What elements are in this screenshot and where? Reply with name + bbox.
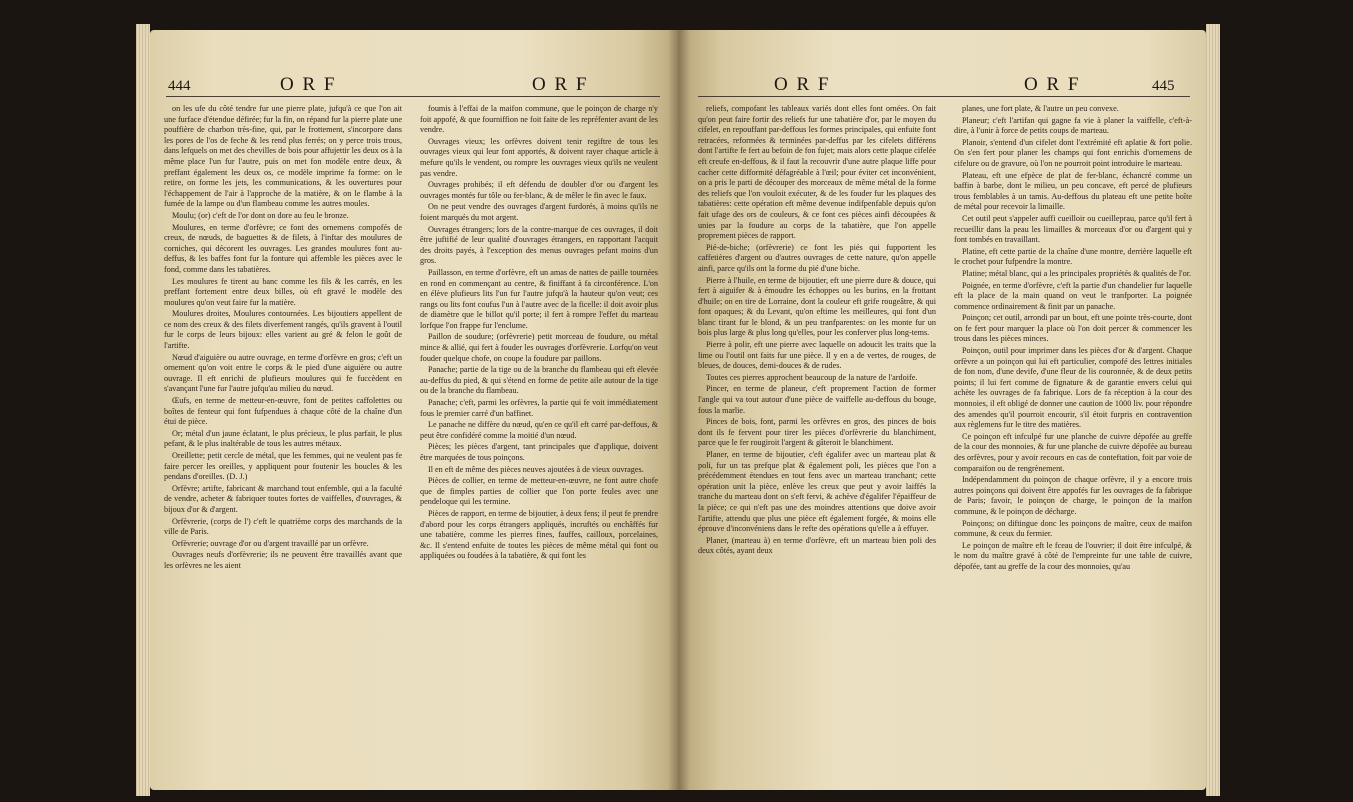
entry-paragraph: Paillon de soudure; (orfèvrerie) petit morceau de foudure, ou métal mince & allié, qui fert à fouder les ouvrages d'orfèvrerie. Lorfqu'on veut fouder quelque chofe, on coupe la foudure par paillons. [420,332,658,363]
entry-paragraph: Les moulures fe tirent au banc comme les fils & les carrés, en les preffant fortement entre deux billes, où eft gravé le modèle des moulures qu'on veut faire fur la matière. [164,276,402,307]
entry-paragraph: Poinçon; cet outil, arrondi par un bout, eft une pointe très-courte, dont on fe fert pour marquer la place où l'on doit percer & commencer les trous dans les pièces minces. [954,313,1192,344]
left-page [150,30,678,790]
entry-paragraph: Pierre à polir, eft une pierre avec laquelle on adoucit les traits que la lime ou l'outil ont faits fur une pièce. Il y en a de vertes, de rouges, de bleues, de douces, demi-douces & de rudes. [698,340,936,371]
entry-paragraph: Ce poinçon eft infculpé fur une planche de cuivre dépofée au greffe de la cour des monnoies, & fur une planche de cuivre dépofée au bureau des orfèvres, pour y avoir recours en cas de conteftation, foit par voie de comparaifon ou de rengrènement. [954,431,1192,473]
entry-paragraph: foumis à l'effai de la maifon commune, que le poinçon de charge n'y foit appofé, & que fourniffion ne foit faite de les repréfenter avant de les vendre. [420,104,658,135]
entry-paragraph: Platine; métal blanc, qui a les principales propriétés & qualités de l'or. [962,268,1192,278]
entry-paragraph: Pièces de rapport, en terme de bijoutier, à deux fens; il peut fe prendre d'abord pour les corps étrangers appliqués, incruftés ou enchâffés fur une tabatière, comme les pierres fines, fauffes, cailloux, porcelaines, &c. Il s'entend enfuite de toutes les pièces de même métal qui font ou appliquées ou foudées à la tabatière, & qui font les [420,508,658,561]
entry-paragraph: Le panache ne diffère du nœud, qu'en ce qu'il eft carré par-deffous, & peut être confidéré comme la moitié d'un nœud. [420,420,658,440]
entry-paragraph: Poinçon, outil pour imprimer dans les pièces d'or & d'argent. Chaque orfèvre a un poinçon qui lui eft particulier, compofé des lettres initiales de fon nom, d'une devife, d'une fleur de lis couronnée, & de deux petits points; il lui fert comme de fignature & de garantie envers celui qui achète les ouvrages de fa fabrique. Lors de fa réception à la cour des monnoies, il eft obligé de donner une caution de 1000 liv. pour répondre des amendes qu'il pourroit encourir, s'il étoit furpris en contravention aux règlemens fur le titre des matières. [954,346,1192,430]
entry-paragraph: Moulu; (or) c'eft de l'or dont on dore au feu le bronze. [172,210,349,220]
entry-paragraph: Orfèvre; artifte, fabricant & marchand tout enfemble, qui a la faculté de vendre, acheter & fabriquer toutes fortes de vaiffelles, d'ouvrages, & bijoux d'or & d'argent. [164,483,402,514]
entry-paragraph: Toutes ces pierres approchent beaucoup de la nature de l'ardoife. [706,372,918,382]
entry-paragraph: Œufs, en terme de metteur-en-œuvre, font de petites caffolettes ou boîtes de fenteur qui font fufpendues à chaque côté de la chaîne d'un étui de pièce. [164,396,402,427]
entry-paragraph: Planer, en terme de bijoutier, c'eft égalifer avec un marteau plat & poli, fur un tas prefque plat & également poli, les pièces que l'on a précédemment étendues en tout fens avec un marteau tranchant; cette opération unit la pièce, enlève les creux que peut y avoir laiffés la tranche du marteau dont on s'eft fervi, & achève d'égalifer l'épaiffeur de la pièce; ce qui n'eft pas une des moindres attentions que doive avoir l'artifte, attendu que plus une pièce eft également forgée, & moins elle éprouve d'inconvéniens dans le refte des opérations qu'elle a à effuyer. [698,450,936,534]
left-header-left: O R F [280,74,337,95]
right-page [678,30,1206,790]
entry-paragraph: Pièces; les pièces d'argent, tant principales que d'applique, doivent être marquées de tous poinçons. [420,442,658,462]
entry-paragraph: Paillasson, en terme d'orfèvre, eft un amas de nattes de paille tournées en rond en commençant au centre, & finiffant à fa circonférence. L'on en élève plufieurs lits l'un fur l'autre jufqu'à la hauteur qu'on veut; ces rangs ou lits font coufus l'un à l'autre avec de la ficelle: il doit avoir plus de diamètre que le billot qu'il porte; il fert à rompre l'effet du marteau lorfque l'on frappe fur l'enclume. [420,267,658,330]
entry-paragraph: Pié-de-biche; (orfèvrerie) ce font les piés qui fupportent les caffetières d'argent ou d'autres ouvrages de cette nature, qu'on appelle ainfi, parce qu'ils ont la forme du pié d'une biche. [698,242,936,273]
entry-paragraph: Plateau, eft une efpèce de plat de fer-blanc, échancré comme un baffin à barbe, dont le milieu, un peu concave, eft percé de plufieurs trous femblables à un tamis. Au-deffous du plateau eft une petite boîte de métal pour recevoir la limaille. [954,170,1192,212]
right-header-right: O R F [1024,74,1081,95]
left-page-number: 444 [168,78,191,94]
entry-paragraph: Orfèvrerie; ouvrage d'or ou d'argent travaillé par un orfèvre. [172,538,369,548]
entry-paragraph: Planoir, s'entend d'un cifelet dont l'extrémité eft aplatie & fort polie. On s'en fert pour planer les champs qui font enrichis d'ornemens de cifelure ou de gravure, où l'on ne pourroit point introduire le marteau. [954,137,1192,168]
entry-paragraph: Moulures, en terme d'orfèvre; ce font des ornemens compofés de creux, de nœuds, de baguettes & de filets, à l'inftar des moulures de corniches, qui décorent les ouvrages. Les grandes moulures font au-deffus, & les baffes font fur la fonture qui affemble les pièces avec le fond, comme dans les tabatières. [164,222,402,274]
entry-paragraph: Panache; c'eft, parmi les orfèvres, la partie qui fe voit immédiatement fous le premier carré d'un baffinet. [420,398,658,418]
entry-paragraph: Il en eft de même des pièces neuves ajoutées à de vieux ouvrages. [428,464,644,474]
left-header-right: O R F [532,74,589,95]
entry-paragraph: Planeur; c'eft l'artifan qui gagne fa vie à planer la vaiffelle, c'eft-à-dire, à l'unir à force de petits coups de marteau. [954,115,1192,136]
entry-paragraph: Poinçons; on diftingue donc les poinçons de maître, ceux de maifon commune, & ceux du fermier. [954,518,1192,539]
right-column-2 [954,104,1192,574]
entry-paragraph: on les ufe du côté tendre fur une pierre plate, jufqu'à ce que l'on ait une furface d'étendue défirée; fur la fin, on répand fur la pierre plate une pouffière de charbon très-fine, qui, par le frottement, s'incorpore dans les pores de l'os de feche & les rend plus ferrés; on y perce trois trous, dans lefquels on met des chevilles de bois pour affujettir les deux os à la même place l'un fur l'autre, puis on met fon modèle entre deux, & preffant également les deux os, ce modèle imprime fa forme: on le retire, on forme les jets, les communications, & les ouvertures pour l'échappement de l'air à l'approche de la matière, & on le flambe à la fumée de la lampe ou d'un flambeau comme les autres moules. [164,104,402,209]
book-gutter [668,30,690,790]
entry-paragraph: Indépendamment du poinçon de chaque orfèvre, il y a encore trois autres poinçons qui doivent être appofés fur les ouvrages de fa fabrique de Paris; favoir, le poinçon de charge, le poinçon de la maifon commune, & le poinçon de décharge. [954,475,1192,516]
entry-paragraph: Ouvrages prohibés; il eft défendu de doubler d'or ou d'argent les ouvrages montés fur tôle ou fer-blanc, & de mêler le fin avec le faux. [420,180,658,200]
entry-paragraph: Ouvrages étrangers; lors de la contre-marque de ces ouvrages, il doit être juftifié de leur qualité d'ouvrages étrangers, en rapportant l'acquit des droits payés, à l'exception des menus ouvrages pefant moins d'un gros. [420,224,658,266]
entry-paragraph: Orfèvrerie, (corps de l') c'eft le quatrième corps des marchands de la ville de Paris. [164,516,402,537]
entry-paragraph: On ne peut vendre des ouvrages d'argent furdorés, à moins qu'ils ne foient marqués du mot argent. [420,202,658,222]
entry-paragraph: Oreillette; petit cercle de métal, que les femmes, qui ne veulent pas fe faire percer les oreilles, y appliquent pour foutenir les boucles & les pendans d'oreilles. (D. J.) [164,451,402,482]
left-header-rule [166,96,660,97]
right-page-number: 445 [1152,78,1175,94]
entry-paragraph: Le poinçon de maître eft le fceau de l'ouvrier; il doit être infculpé, & le nom du maître gravé à côté de l'empreinte fur une table de cuivre, dépofée, tant au greffe de la cour des monnoies, qu'au [954,540,1192,571]
entry-paragraph: Pièces de collier, en terme de metteur-en-œuvre, ne font autre chofe que de fimples parties de collier que l'on porte feules avec une pendeloque qui les termine. [420,476,658,507]
right-column-1 [698,104,936,558]
entry-paragraph: Ouvrages vieux; les orfèvres doivent tenir regiftre de tous les ouvrages vieux qui leur font apportés, & doivent rayer chaque article à mefure qu'ils le vendent, ou rompre les ouvrages vieux qu'ils ne veulent pas vendre. [420,136,658,178]
entry-paragraph: Planer, (marteau à) en terme d'orfèvre, eft un marteau bien poli des deux côtés, ayant deux [698,535,936,556]
right-header-rule [698,96,1190,97]
entry-paragraph: Or; métal d'un jaune éclatant, le plus précieux, le plus parfait, le plus pefant, & le plus inaltérable de tous les autres métaux. [164,428,402,449]
entry-paragraph: planes, une fort plate, & l'autre un peu convexe. [962,104,1119,113]
left-column-1 [164,104,402,573]
left-column-2 [420,104,658,563]
entry-paragraph: Cet outil peut s'appeler auffi cueilloir ou cueilleprau, parce qu'il fert à recueillir dans la peau les limailles & morceaux d'or ou d'argent qui y font tombés en travaillant. [954,213,1192,245]
right-header-left: O R F [774,74,831,95]
right-page-edges [1206,24,1220,796]
left-page-edges [136,24,150,796]
entry-paragraph: Pinces de bois, font, parmi les orfèvres en gros, des pinces de bois dont ils fe fervent pour tirer les pièces d'orfèvrerie du blanchiment, parce que le fer rougiroit l'argent & gâteroit le blanchiment. [698,417,936,448]
entry-paragraph: Ouvrages neufs d'orfèvrerie; ils ne peuvent être travaillés avant que les orfèvres ne les aient [164,550,402,570]
entry-paragraph: Pierre à l'huile, en terme de bijoutier, eft une pierre dure & douce, qui fert à aiguifer & à émoudre les échoppes ou les burins, en la frottant d'huile; on en tire de Lorraine, dont la couleur eft grife rougeâtre, & qui font opaques; & du Levant, qu'on eftime les meilleures, qui font d'un blanc tirant fur le blond, & un peu tranfparentes: on les monte fur un bois plus large & plus long qu'elles, pour les conferver plus long-tems. [698,275,936,338]
entry-paragraph: reliefs, compofant les tableaux variés dont elles font ornées. On fait qu'on peut faire fortir des reliefs fur une tabatière d'or, par le moyen du cifelet, en repouffant par-deffous les formes principales, qui enfuite font retracées, reformées & terminées par-deffus par les cifelets différens dont l'artifte fe fert au befoin de fon fujet; mais alors cette plaque cifelée eft creufe en-deffous, & il faut la recouvrir d'une autre plaque liffe pour cacher cette difformité défagréable à l'œil; pour éviter cet inconvénient, on a pris le parti de découper des morceaux de même métal de la forme des reliefs que l'on vouloit exécuter, & de les fouder fur les plaques des tabatières: cette opération eft même devenue indifpenfable depuis qu'on fait ufage des ors de couleurs, & ce font ces pièces ainfi découpées & unies par la foudure au corps de la tabatière, que l'on appelle proprement pièces de rapport. [698,104,936,241]
entry-paragraph: Panache; partie de la tige ou de la branche du flambeau qui eft élevée au-deffus du pied, & qui s'étend en forme de petite aile autour de la tige ou de la branche du flambeau. [420,365,658,396]
entry-paragraph: Poignée, en terme d'orfèvre, c'eft la partie d'un chandelier fur laquelle eft la place de la main quand on veut le tranfporter. La poignée commence ordinairement & finit par un panache. [954,280,1192,311]
entry-paragraph: Moulures droites, Moulures contournées. Les bijoutiers appellent de ce nom des creux & des filets diverfement rangés, qu'ils gravent à l'outil fur le corps de leurs bijoux: elles varient au gré & felon le goût de l'artifte. [164,309,402,351]
entry-paragraph: Pincer, en terme de planeur, c'eft proprement l'action de former l'angle qui va tout autour d'une pièce de vaiffelle au-deffous du bouge, fous la marlie. [698,384,936,415]
entry-paragraph: Nœud d'aiguière ou autre ouvrage, en terme d'orfèvre en gros; c'eft un ornement qu'on voit entre le corps & le pied d'une aiguière ou autre ouvrage. Il eft enrichi de plufieurs moulures qui fe fuccèdent en s'avançant l'une fur l'autre jufqu'au milieu du nœud. [164,352,402,394]
entry-paragraph: Platine, eft cette partie de la chaîne d'une montre, derrière laquelle eft le crochet pour fufpendre la montre. [954,246,1192,267]
